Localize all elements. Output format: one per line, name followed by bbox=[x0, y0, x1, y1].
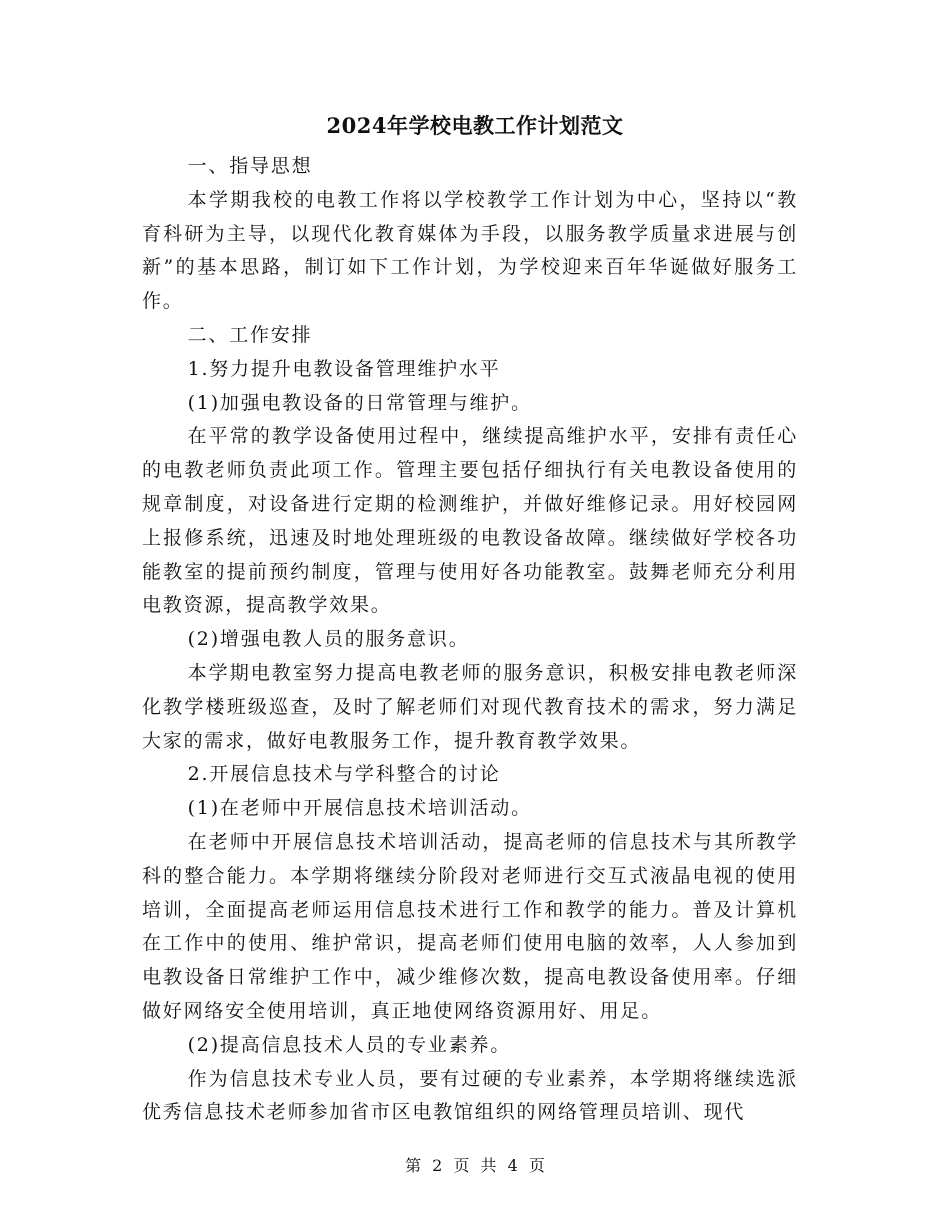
item-it-training: (1)在老师中开展信息技术培训活动。 bbox=[187, 797, 532, 820]
section-heading-work-arrangement: 二、工作安排 bbox=[187, 323, 313, 346]
document-body bbox=[142, 150, 798, 1130]
item-service-awareness: (2)增强电教人员的服务意识。 bbox=[187, 628, 470, 651]
subheading-equipment-maintenance: 1.努力提升电教设备管理维护水平 bbox=[187, 357, 501, 380]
item-daily-management: (1)加强电教设备的日常管理与维护。 bbox=[187, 391, 532, 414]
paragraph-daily-management: 在平常的教学设备使用过程中，继续提高维护水平，安排有责任心的电教老师负责此项工作。管理主要包括仔细执行有关电教设备使用的规章制度，对设备进行定期的检测维护，并做好维修记录。用好校园网上报修系统，迅速及时地处理班级的电教设备故障。继续做好学校各功能教室的提前预约制度，管理与使用好各功能教室。鼓舞老师充分利用电教资源，提高教学效果。 bbox=[142, 425, 798, 617]
paragraph-service-awareness: 本学期电教室努力提高电教老师的服务意识，积极安排电教老师深化教学楼班级巡查，及时了解老师们对现代教育技术的需求，努力满足大家的需求，做好电教服务工作，提升教育教学效果。 bbox=[142, 661, 798, 752]
subheading-it-integration: 2.开展信息技术与学科整合的讨论 bbox=[187, 763, 501, 786]
paragraph-it-training: 在老师中开展信息技术培训活动，提高老师的信息技术与其所教学科的整合能力。本学期将继续分阶段对老师进行交互式液晶电视的使用培训，全面提高老师运用信息技术进行工作和教学的能力。普及计算机在工作中的使用、维护常识，提高老师们使用电脑的效率，人人参加到电教设备日常维护工作中，减少维修次数，提高电教设备使用率。仔细做好网络安全使用培训，真正地使网络资源用好、用足。 bbox=[142, 830, 798, 1022]
page-number-footer: 第 2 页 共 4 页 bbox=[405, 1156, 545, 1175]
paragraph-guiding-thought: 本学期我校的电教工作将以学校教学工作计划为中心，坚持以“教育科研为主导，以现代化教育媒体为手段，以服务教学质量求进展与创新”的基本思路，制订如下工作计划，为学校迎来百年华诞做好服务工作。 bbox=[142, 188, 798, 313]
item-professional-quality: (2)提高信息技术人员的专业素养。 bbox=[187, 1033, 512, 1056]
paragraph-professional-quality: 作为信息技术专业人员，要有过硬的专业素养，本学期将继续选派优秀信息技术老师参加省市区电教馆组织的网络管理员培训、现代 bbox=[142, 1067, 798, 1124]
section-heading-guiding-thought: 一、指导思想 bbox=[187, 155, 313, 177]
document-title: 2024年学校电教工作计划范文 bbox=[326, 113, 624, 138]
